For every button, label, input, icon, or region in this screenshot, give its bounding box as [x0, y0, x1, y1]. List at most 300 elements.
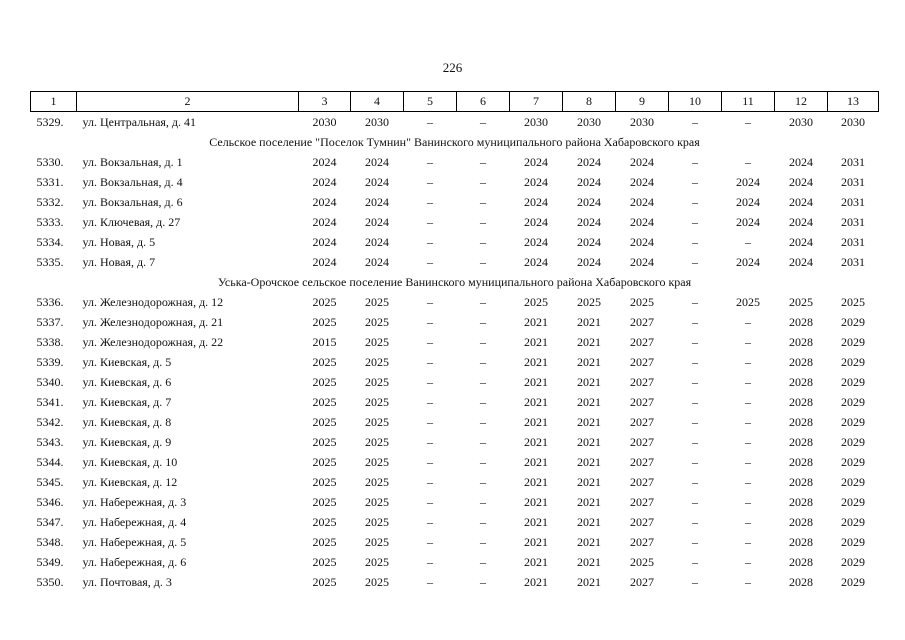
row-number: 5337. [36, 314, 64, 329]
year-cell: 2024 [312, 194, 337, 209]
year-cell: – [692, 154, 698, 169]
year-cell: – [480, 514, 486, 529]
year-cell: 2027 [630, 494, 654, 509]
year-cell: 2025 [365, 334, 389, 349]
year-cell: 2028 [789, 314, 813, 329]
year-cell: 2024 [312, 214, 337, 229]
year-cell: – [427, 374, 433, 389]
year-cell: – [692, 114, 698, 129]
year-cell: – [480, 534, 486, 549]
year-cell: 2024 [577, 234, 601, 249]
year-cell: 2025 [312, 574, 337, 589]
row-number: 5331. [36, 174, 64, 189]
year-cell: – [427, 194, 433, 209]
year-cell: 2025 [365, 414, 389, 429]
year-cell: 2028 [789, 414, 813, 429]
year-cell: – [427, 114, 433, 129]
year-cell: 2031 [841, 154, 865, 169]
year-cell: 2015 [312, 334, 337, 349]
year-cell: 2021 [577, 514, 601, 529]
year-cell: 2031 [841, 194, 865, 209]
year-cell: – [745, 334, 751, 349]
year-cell: 2027 [630, 474, 654, 489]
year-cell: – [745, 234, 751, 249]
column-header: 2 [77, 92, 299, 112]
row-number: 5333. [36, 214, 64, 229]
year-cell: 2028 [789, 354, 813, 369]
year-cell: 2027 [630, 394, 654, 409]
year-cell: 2029 [841, 374, 865, 389]
address-cell: ул. Новая, д. 7 [82, 254, 156, 269]
year-cell: – [480, 554, 486, 569]
year-cell: – [692, 574, 698, 589]
table-row [31, 472, 879, 492]
year-cell: 2025 [365, 294, 389, 309]
year-cell: 2024 [524, 154, 548, 169]
section-heading-row [31, 272, 879, 292]
year-cell: 2030 [630, 114, 654, 129]
year-cell: 2027 [630, 354, 654, 369]
year-cell: 2021 [524, 414, 548, 429]
year-cell: – [745, 114, 751, 129]
year-cell: 2025 [365, 314, 389, 329]
year-cell: – [427, 214, 433, 229]
year-cell: 2024 [365, 254, 389, 269]
section-heading: Сельское поселение "Поселок Тумнин" Ванинского муниципального района Хабаровского края [209, 134, 700, 149]
year-cell: 2021 [577, 434, 601, 449]
year-cell: – [692, 534, 698, 549]
year-cell: 2025 [312, 314, 337, 329]
year-cell: 2030 [789, 114, 813, 129]
address-cell: ул. Набережная, д. 5 [82, 534, 187, 549]
row-number: 5348. [36, 534, 64, 549]
address-cell: ул. Киевская, д. 5 [82, 354, 172, 369]
address-cell: ул. Почтовая, д. 3 [82, 574, 172, 589]
year-cell: 2029 [841, 534, 865, 549]
table-row [31, 552, 879, 572]
column-header: 5 [404, 92, 457, 112]
year-cell: – [427, 434, 433, 449]
address-cell: ул. Набережная, д. 4 [82, 514, 187, 529]
year-cell: 2024 [365, 194, 389, 209]
year-cell: – [427, 414, 433, 429]
year-cell: – [692, 494, 698, 509]
year-cell: 2021 [524, 434, 548, 449]
year-cell: 2024 [577, 174, 601, 189]
column-header: 8 [563, 92, 616, 112]
year-cell: 2028 [789, 334, 813, 349]
year-cell: – [480, 494, 486, 509]
year-cell: 2029 [841, 574, 865, 589]
address-cell: ул. Киевская, д. 7 [82, 394, 172, 409]
column-header: 1 [31, 92, 77, 112]
year-cell: 2030 [524, 114, 548, 129]
year-cell: – [427, 534, 433, 549]
column-header: 9 [616, 92, 669, 112]
year-cell: 2021 [524, 534, 548, 549]
year-cell: 2024 [524, 174, 548, 189]
year-cell: 2024 [577, 254, 601, 269]
year-cell: – [745, 414, 751, 429]
year-cell: – [692, 214, 698, 229]
year-cell: – [692, 174, 698, 189]
row-number: 5329. [36, 114, 64, 129]
year-cell: 2028 [789, 534, 813, 549]
year-cell: 2029 [841, 314, 865, 329]
year-cell: – [480, 414, 486, 429]
year-cell: – [480, 354, 486, 369]
year-cell: 2021 [577, 554, 601, 569]
row-number: 5338. [36, 334, 64, 349]
year-cell: – [427, 234, 433, 249]
year-cell: – [745, 354, 751, 369]
address-cell: ул. Набережная, д. 3 [82, 494, 187, 509]
address-cell: ул. Киевская, д. 9 [82, 434, 172, 449]
table-row [31, 252, 879, 272]
year-cell: 2021 [524, 474, 548, 489]
year-cell: 2027 [630, 514, 654, 529]
year-cell: 2025 [312, 534, 337, 549]
year-cell: – [692, 314, 698, 329]
row-number: 5340. [36, 374, 64, 389]
row-number: 5332. [36, 194, 64, 209]
year-cell: 2029 [841, 394, 865, 409]
year-cell: – [480, 454, 486, 469]
column-header: 4 [351, 92, 404, 112]
row-number: 5341. [36, 394, 64, 409]
section-heading-row [31, 132, 879, 152]
table-header [31, 92, 879, 112]
row-number: 5342. [36, 414, 64, 429]
year-cell: 2024 [365, 214, 389, 229]
year-cell: 2024 [789, 234, 813, 249]
year-cell: 2025 [365, 514, 389, 529]
year-cell: 2025 [365, 474, 389, 489]
table-row [31, 572, 879, 592]
table-row [31, 452, 879, 472]
year-cell: 2025 [365, 494, 389, 509]
address-cell: ул. Ключевая, д. 27 [82, 214, 181, 229]
year-cell: 2021 [524, 334, 548, 349]
address-cell: ул. Новая, д. 5 [82, 234, 156, 249]
year-cell: – [427, 154, 433, 169]
year-cell: 2024 [789, 174, 813, 189]
year-cell: – [692, 454, 698, 469]
year-cell: 2021 [524, 514, 548, 529]
table-row [31, 112, 879, 133]
row-number: 5335. [36, 254, 64, 269]
year-cell: 2025 [365, 354, 389, 369]
year-cell: – [692, 294, 698, 309]
year-cell: 2025 [736, 294, 760, 309]
page-number: 226 [442, 60, 463, 75]
year-cell: 2028 [789, 574, 813, 589]
year-cell: 2031 [841, 214, 865, 229]
column-header: 13 [828, 92, 879, 112]
year-cell: 2025 [841, 294, 865, 309]
year-cell: – [745, 374, 751, 389]
year-cell: – [427, 494, 433, 509]
column-header: 7 [510, 92, 563, 112]
column-header: 12 [775, 92, 828, 112]
year-cell: – [745, 154, 751, 169]
year-cell: – [480, 214, 486, 229]
year-cell: – [480, 314, 486, 329]
year-cell: – [480, 294, 486, 309]
year-cell: – [692, 554, 698, 569]
year-cell: – [427, 334, 433, 349]
year-cell: 2021 [524, 494, 548, 509]
table-row [31, 512, 879, 532]
address-cell: ул. Киевская, д. 8 [82, 414, 172, 429]
year-cell: 2031 [841, 174, 865, 189]
year-cell: 2021 [577, 534, 601, 549]
year-cell: – [427, 514, 433, 529]
row-number: 5344. [36, 454, 64, 469]
year-cell: 2025 [524, 294, 548, 309]
table-row [31, 152, 879, 172]
year-cell: 2025 [312, 474, 337, 489]
year-cell: – [427, 354, 433, 369]
year-cell: 2025 [789, 294, 813, 309]
year-cell: 2024 [789, 154, 813, 169]
year-cell: 2021 [577, 354, 601, 369]
year-cell: – [745, 534, 751, 549]
year-cell: 2027 [630, 374, 654, 389]
row-number: 5339. [36, 354, 64, 369]
row-number: 5330. [36, 154, 64, 169]
year-cell: – [745, 554, 751, 569]
year-cell: 2029 [841, 474, 865, 489]
year-cell: 2024 [312, 154, 337, 169]
year-cell: 2031 [841, 234, 865, 249]
year-cell: 2025 [365, 534, 389, 549]
year-cell: 2021 [577, 314, 601, 329]
year-cell: 2025 [312, 554, 337, 569]
year-cell: – [745, 394, 751, 409]
year-cell: – [427, 394, 433, 409]
year-cell: 2024 [365, 234, 389, 249]
year-cell: – [745, 574, 751, 589]
year-cell: – [480, 234, 486, 249]
year-cell: 2030 [312, 114, 337, 129]
year-cell: 2025 [312, 514, 337, 529]
year-cell: – [480, 334, 486, 349]
year-cell: 2024 [736, 254, 760, 269]
year-cell: 2021 [577, 394, 601, 409]
year-cell: – [427, 174, 433, 189]
year-cell: – [745, 314, 751, 329]
year-cell: 2030 [841, 114, 865, 129]
year-cell: 2024 [736, 174, 760, 189]
year-cell: – [692, 374, 698, 389]
address-cell: ул. Центральная, д. 41 [82, 114, 197, 129]
table-row [31, 212, 879, 232]
table-row [31, 392, 879, 412]
year-cell: 2024 [312, 234, 337, 249]
year-cell: – [692, 474, 698, 489]
section-heading: Уська-Орочское сельское поселение Ванинского муниципального района Хабаровского края [217, 274, 692, 289]
table-row [31, 232, 879, 252]
year-cell: 2029 [841, 354, 865, 369]
header-row [31, 92, 879, 112]
year-cell: – [692, 514, 698, 529]
year-cell: 2028 [789, 434, 813, 449]
column-header: 3 [299, 92, 351, 112]
year-cell: 2028 [789, 554, 813, 569]
year-cell: 2021 [524, 454, 548, 469]
address-cell: ул. Железнодорожная, д. 21 [82, 314, 224, 329]
year-cell: – [480, 394, 486, 409]
table-row [31, 432, 879, 452]
year-cell: 2021 [577, 334, 601, 349]
address-cell: ул. Киевская, д. 12 [82, 474, 178, 489]
year-cell: 2021 [577, 474, 601, 489]
year-cell: 2025 [312, 294, 337, 309]
year-cell: 2024 [312, 174, 337, 189]
year-cell: 2021 [524, 574, 548, 589]
year-cell: – [692, 254, 698, 269]
year-cell: 2024 [365, 174, 389, 189]
table-row [31, 372, 879, 392]
year-cell: 2029 [841, 414, 865, 429]
year-cell: 2029 [841, 514, 865, 529]
year-cell: 2025 [365, 434, 389, 449]
year-cell: 2025 [312, 374, 337, 389]
year-cell: 2025 [312, 454, 337, 469]
year-cell: 2021 [524, 314, 548, 329]
year-cell: – [480, 434, 486, 449]
address-cell: ул. Киевская, д. 6 [82, 374, 172, 389]
table-row [31, 532, 879, 552]
year-cell: 2024 [736, 214, 760, 229]
year-cell: – [480, 574, 486, 589]
year-cell: – [692, 414, 698, 429]
year-cell: 2025 [365, 454, 389, 469]
year-cell: 2025 [365, 574, 389, 589]
year-cell: – [692, 194, 698, 209]
year-cell: – [692, 434, 698, 449]
year-cell: 2029 [841, 554, 865, 569]
year-cell: 2024 [365, 154, 389, 169]
year-cell: – [480, 194, 486, 209]
year-cell: 2027 [630, 334, 654, 349]
address-cell: ул. Вокзальная, д. 6 [82, 194, 183, 209]
row-number: 5336. [36, 294, 64, 309]
year-cell: – [745, 454, 751, 469]
year-cell: 2024 [524, 194, 548, 209]
year-cell: 2030 [365, 114, 389, 129]
year-cell: 2021 [577, 494, 601, 509]
year-cell: 2024 [524, 214, 548, 229]
year-cell: 2025 [630, 294, 654, 309]
year-cell: 2029 [841, 494, 865, 509]
row-number: 5350. [36, 574, 64, 589]
year-cell: 2024 [524, 234, 548, 249]
year-cell: 2025 [365, 394, 389, 409]
year-cell: 2029 [841, 334, 865, 349]
year-cell: 2028 [789, 474, 813, 489]
year-cell: 2027 [630, 314, 654, 329]
table-row [31, 332, 879, 352]
table-row [31, 192, 879, 212]
year-cell: 2028 [789, 454, 813, 469]
year-cell: 2024 [789, 194, 813, 209]
year-cell: 2030 [577, 114, 601, 129]
year-cell: 2021 [524, 394, 548, 409]
year-cell: 2025 [312, 354, 337, 369]
year-cell: – [427, 474, 433, 489]
year-cell: 2021 [577, 454, 601, 469]
year-cell: – [427, 294, 433, 309]
year-cell: 2029 [841, 434, 865, 449]
year-cell: 2024 [736, 194, 760, 209]
row-number: 5349. [36, 554, 64, 569]
year-cell: 2025 [365, 554, 389, 569]
row-number: 5346. [36, 494, 64, 509]
year-cell: 2025 [312, 414, 337, 429]
buildings-table [30, 91, 879, 592]
column-header: 10 [669, 92, 722, 112]
table-body [31, 112, 879, 593]
year-cell: – [480, 374, 486, 389]
year-cell: 2031 [841, 254, 865, 269]
address-cell: ул. Вокзальная, д. 4 [82, 174, 183, 189]
year-cell: 2024 [577, 194, 601, 209]
year-cell: 2024 [577, 154, 601, 169]
table-row [31, 492, 879, 512]
year-cell: – [480, 114, 486, 129]
column-header: 6 [457, 92, 510, 112]
year-cell: 2027 [630, 534, 654, 549]
year-cell: – [427, 254, 433, 269]
column-header: 11 [722, 92, 775, 112]
year-cell: – [427, 454, 433, 469]
year-cell: 2021 [577, 374, 601, 389]
year-cell: – [692, 234, 698, 249]
address-cell: ул. Железнодорожная, д. 12 [82, 294, 224, 309]
year-cell: 2027 [630, 454, 654, 469]
year-cell: 2025 [365, 374, 389, 389]
year-cell: 2024 [630, 154, 654, 169]
row-number: 5345. [36, 474, 64, 489]
year-cell: – [427, 554, 433, 569]
year-cell: – [480, 474, 486, 489]
address-cell: ул. Набережная, д. 6 [82, 554, 187, 569]
year-cell: 2025 [630, 554, 654, 569]
year-cell: 2024 [577, 214, 601, 229]
year-cell: 2027 [630, 434, 654, 449]
year-cell: 2028 [789, 394, 813, 409]
year-cell: 2024 [630, 234, 654, 249]
year-cell: – [480, 154, 486, 169]
year-cell: 2024 [312, 254, 337, 269]
year-cell: 2025 [577, 294, 601, 309]
year-cell: 2028 [789, 494, 813, 509]
year-cell: – [427, 574, 433, 589]
year-cell: 2021 [577, 414, 601, 429]
year-cell: 2027 [630, 414, 654, 429]
year-cell: 2024 [630, 194, 654, 209]
year-cell: – [692, 394, 698, 409]
row-number: 5347. [36, 514, 64, 529]
year-cell: 2021 [524, 374, 548, 389]
year-cell: 2024 [524, 254, 548, 269]
year-cell: 2025 [312, 494, 337, 509]
year-cell: – [427, 314, 433, 329]
table-row [31, 352, 879, 372]
year-cell: 2027 [630, 574, 654, 589]
